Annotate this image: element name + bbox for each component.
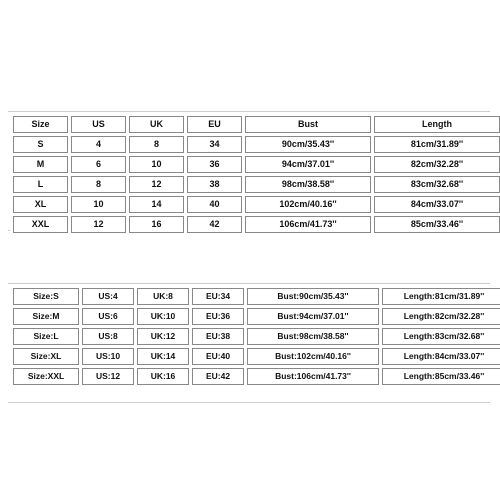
- table-row: [13, 196, 500, 213]
- table-cell: XL: [13, 196, 68, 213]
- table-cell: Length:83cm/32.68'': [382, 328, 500, 345]
- table-cell: Size:XXL: [13, 368, 79, 385]
- table-cell: M: [13, 156, 68, 173]
- size-chart-labeled-body: [13, 288, 500, 385]
- table-cell: 8: [129, 136, 184, 153]
- table-cell: US:4: [82, 288, 134, 305]
- table-cell: UK:8: [137, 288, 189, 305]
- table-cell: 16: [129, 216, 184, 233]
- table-cell: Size:L: [13, 328, 79, 345]
- table-cell: 40: [187, 196, 242, 213]
- table-cell: Bust:94cm/37.01'': [247, 308, 379, 325]
- table-cell: US:10: [82, 348, 134, 365]
- table-cell: Size:M: [13, 308, 79, 325]
- table-cell: US:8: [82, 328, 134, 345]
- table-cell: 102cm/40.16'': [245, 196, 371, 213]
- size-chart-labeled-table: [10, 285, 500, 388]
- table-cell: US: [71, 116, 126, 133]
- table-cell: UK:10: [137, 308, 189, 325]
- table-cell: EU: [187, 116, 242, 133]
- table-cell: Length:84cm/33.07'': [382, 348, 500, 365]
- table-row: [13, 136, 500, 153]
- table-row: [13, 176, 500, 193]
- table-cell: Bust:106cm/41.73'': [247, 368, 379, 385]
- table-row: [13, 348, 500, 365]
- table-cell: 12: [129, 176, 184, 193]
- table-row: [13, 288, 500, 305]
- table-cell: 81cm/31.89'': [374, 136, 500, 153]
- table-cell: 98cm/38.58'': [245, 176, 371, 193]
- table-cell: 34: [187, 136, 242, 153]
- table-cell: US:6: [82, 308, 134, 325]
- table-cell: 14: [129, 196, 184, 213]
- table-row: [13, 216, 500, 233]
- table-cell: Bust: [245, 116, 371, 133]
- table-cell: Length:85cm/33.46'': [382, 368, 500, 385]
- table-cell: Length:81cm/31.89'': [382, 288, 500, 305]
- table-cell: EU:34: [192, 288, 244, 305]
- size-chart-table: [10, 113, 500, 236]
- table-cell: 8: [71, 176, 126, 193]
- table-row: [13, 368, 500, 385]
- table-cell: Bust:98cm/38.58'': [247, 328, 379, 345]
- table-cell: 6: [71, 156, 126, 173]
- table-cell: UK:14: [137, 348, 189, 365]
- table-cell: Bust:102cm/40.16'': [247, 348, 379, 365]
- table-cell: 94cm/37.01'': [245, 156, 371, 173]
- table-cell: 38: [187, 176, 242, 193]
- table-cell: EU:40: [192, 348, 244, 365]
- table-cell: UK:12: [137, 328, 189, 345]
- table-cell: EU:42: [192, 368, 244, 385]
- table-cell: 36: [187, 156, 242, 173]
- table-cell: 4: [71, 136, 126, 153]
- table-row: [13, 156, 500, 173]
- table-cell: Length: [374, 116, 500, 133]
- table-row: [13, 308, 500, 325]
- table-cell: XXL: [13, 216, 68, 233]
- table-cell: 82cm/32.28'': [374, 156, 500, 173]
- table-cell: 84cm/33.07'': [374, 196, 500, 213]
- table-cell: US:12: [82, 368, 134, 385]
- table-cell: L: [13, 176, 68, 193]
- table-cell: EU:36: [192, 308, 244, 325]
- table-cell: 10: [129, 156, 184, 173]
- table-cell: 83cm/32.68'': [374, 176, 500, 193]
- table-cell: 10: [71, 196, 126, 213]
- table-cell: Size:XL: [13, 348, 79, 365]
- table-cell: S: [13, 136, 68, 153]
- table-cell: 106cm/41.73'': [245, 216, 371, 233]
- table-row: [13, 328, 500, 345]
- table-cell: EU:38: [192, 328, 244, 345]
- table-cell: 90cm/35.43'': [245, 136, 371, 153]
- table-cell: Size:S: [13, 288, 79, 305]
- table-header-row: [13, 116, 500, 133]
- table-cell: Size: [13, 116, 68, 133]
- table-cell: 85cm/33.46'': [374, 216, 500, 233]
- table-cell: 42: [187, 216, 242, 233]
- size-chart-body: [13, 116, 500, 233]
- table-cell: Length:82cm/32.28'': [382, 308, 500, 325]
- table-cell: UK: [129, 116, 184, 133]
- table-cell: UK:16: [137, 368, 189, 385]
- table-cell: 12: [71, 216, 126, 233]
- table-cell: Bust:90cm/35.43'': [247, 288, 379, 305]
